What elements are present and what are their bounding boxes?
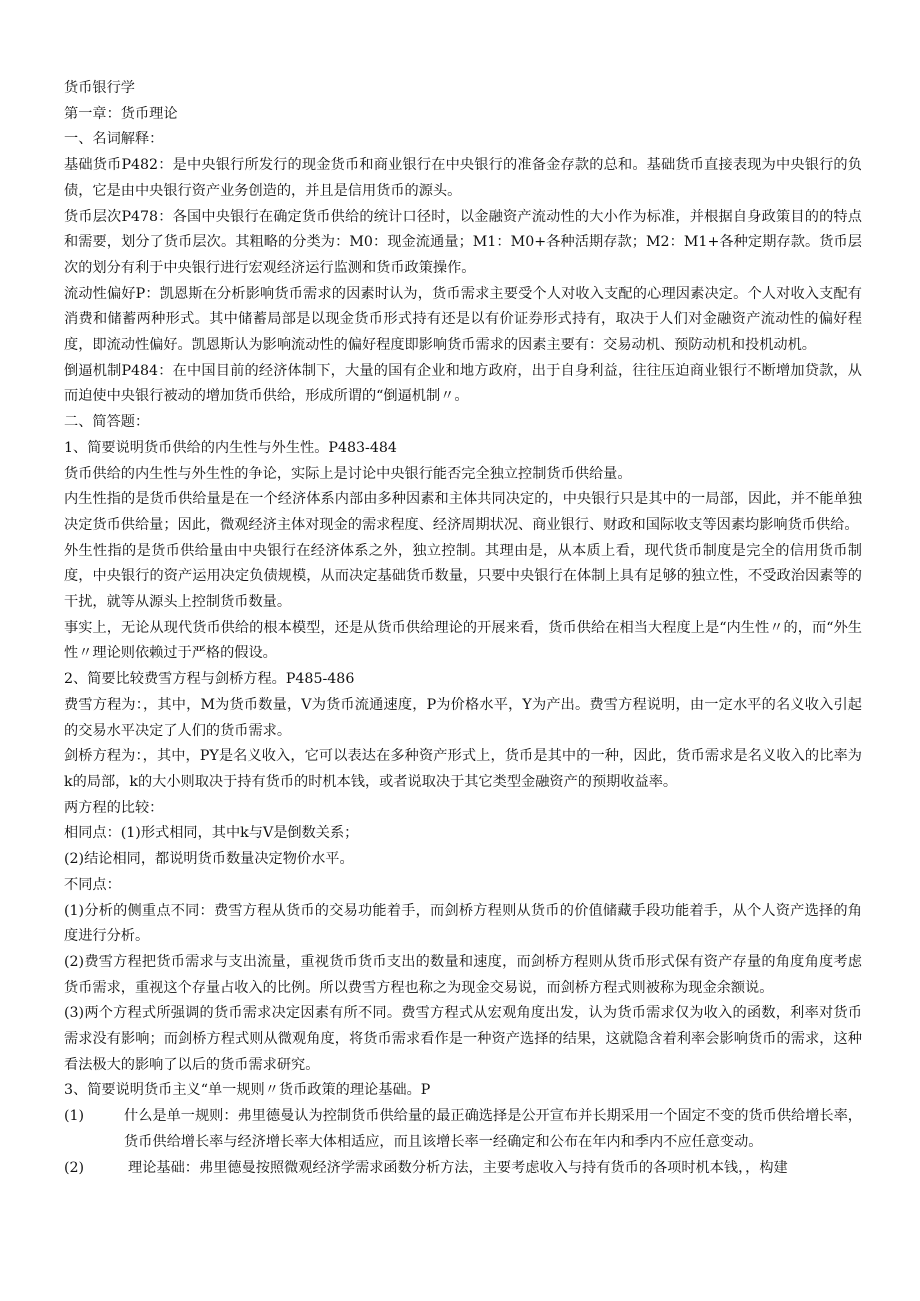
document-title: 货币银行学 <box>64 80 135 96</box>
list-text: 理论基础：弗里德曼按照微观经济学需求函数分析方法，主要考虑收入与持有货币的各项时机本钱，，构建 <box>128 1159 788 1176</box>
paragraph: 两方程的比较： <box>64 799 164 816</box>
paragraph: (3)两个方程式所强调的货币需求决定因素有所不同。费雪方程式从宏观角度出发，认为货币需求仅为收入的函数，利率对货币需求没有影响；而剑桥方程式则从微观角度，将货币需求看作是一种资产选择的结果，这就隐含着利率会影响货币的需求，这种看法极大的影响了以后的货币需求研究。 <box>64 1005 862 1073</box>
paragraph-reverse-force: 倒逼机制P484：在中国目前的经济体制下，大量的国有企业和地方政府，出于自身利益，往往压迫商业银行不断增加贷款，从而迫使中央银行被动的增加货币供给，形成所谓的“倒逼机制〃。 <box>64 362 862 405</box>
list-item <box>64 1104 862 1155</box>
section-heading-terms: 一、名词解释： <box>64 131 164 148</box>
paragraph: 费雪方程为：，其中，M为货币数量，V为货币流通速度，P为价格水平，Y为产出。费雪方程说明，由一定水平的名义收入引起的交易水平决定了人们的货币需求。 <box>64 696 862 739</box>
paragraph: 不同点： <box>64 876 121 893</box>
paragraph: 货币供给的内生性与外生性的争论，实际上是讨论中央银行能否完全独立控制货币供给量。 <box>64 465 632 482</box>
list-number: (2) <box>64 1159 85 1176</box>
paragraph-base-money: 基础货币P482：是中央银行所发行的现金货币和商业银行在中央银行的准备金存款的总和。基础货币直接表现为中央银行的负债，它是由中央银行资产业务创造的，并且是信用货币的源头。 <box>64 157 862 199</box>
paragraph: 剑桥方程为：，其中，PY是名义收入，它可以表达在多种资产形式上，货币是其中的一种，因此，货币需求是名义收入的比率为k的局部，k的大小则取决于持有货币的时机本钱，或者说取决于其它类型金融资产的预期收益率。 <box>64 748 862 790</box>
chapter-heading: 第一章：货币理论 <box>64 105 178 122</box>
paragraph: (1)分析的侧重点不同：费雪方程从货币的交易功能着手，而剑桥方程则从货币的价值储藏手段功能着手，从个人资产选择的角度进行分析。 <box>64 902 862 945</box>
paragraph: (2)结论相同，都说明货币数量决定物价水平。 <box>64 851 354 868</box>
question-1: 1、简要说明货币供给的内生性与外生性。P483-484 <box>64 439 397 456</box>
paragraph-liquidity-preference: 流动性偏好P：凯恩斯在分析影响货币需求的因素时认为，货币需求主要受个人对收入支配的心理因素决定。个人对收入支配有消费和储蓄两种形式。其中储蓄局部是以现金货币形式持有还是以有价证券形式持有，取决于人们对金融资产流动性的偏好程度，即流动性偏好。凯恩斯认为影响流动性的偏好程度即影响货币需求的因素主要有：交易动机、预防动机和投机动机。 <box>64 285 862 354</box>
paragraph: 外生性指的是货币供给量由中央银行在经济体系之外，独立控制。其理由是，从本质上看，现代货币制度是完全的信用货币制度，中央银行的资产运用决定负债规模，从而决定基础货币数量，只要中央银行在体制上具有足够的独立性，不受政治因素等的干扰，就等从源头上控制货币数量。 <box>64 542 862 611</box>
paragraph: 相同点：(1)形式相同，其中k与V是倒数关系； <box>64 825 359 842</box>
section-heading-questions: 二、简答题： <box>64 414 150 431</box>
paragraph: (2)费雪方程把货币需求与支出流量，重视货币货币支出的数量和速度，而剑桥方程则从货币形式保有资产存量的角度角度考虑货币需求，重视这个存量占收入的比例。所以费雪方程也称之为现金交易说，而剑桥方程式则被称为现金余额说。 <box>64 953 862 996</box>
list-number: (1) <box>64 1108 85 1125</box>
list-item <box>64 1156 862 1182</box>
paragraph-money-level: 货币层次P478：各国中央银行在确定货币供给的统计口径时，以金融资产流动性的大小作为标准，并根据自身政策目的的特点和需要，划分了货币层次。其粗略的分类为：M0：现金流通量；M1：M0+各种活期存款；M2：M1+各种定期存款。货币层次的划分有利于中央银行进行宏观经济运行监测和货币政策操作。 <box>64 208 862 276</box>
paragraph: 内生性指的是货币供给量是在一个经济体系内部由多种因素和主体共同决定的，中央银行只是其中的一局部，因此，并不能单独决定货币供给量；因此，微观经济主体对现金的需求程度、经济周期状况、商业银行、财政和国际收支等因素均影响货币供给。 <box>64 491 862 533</box>
list-text: 什么是单一规则：弗里德曼认为控制货币供给量的最正确选择是公开宣布并长期采用一个固定不变的货币供给增长率，货币供给增长率与经济增长率大体相适应，而且该增长率一经确定和公布在年内和季内不应任意变动。 <box>124 1108 862 1150</box>
paragraph: 事实上，无论从现代货币供给的根本模型，还是从货币供给理论的开展来看，货币供给在相当大程度上是“内生性〃的，而“外生性〃理论则依赖过于严格的假设。 <box>64 619 862 662</box>
question-3: 3、简要说明货币主义“单一规则〃货币政策的理论基础。P <box>64 1082 431 1099</box>
question-2: 2、简要比较费雪方程与剑桥方程。P485-486 <box>64 671 355 688</box>
